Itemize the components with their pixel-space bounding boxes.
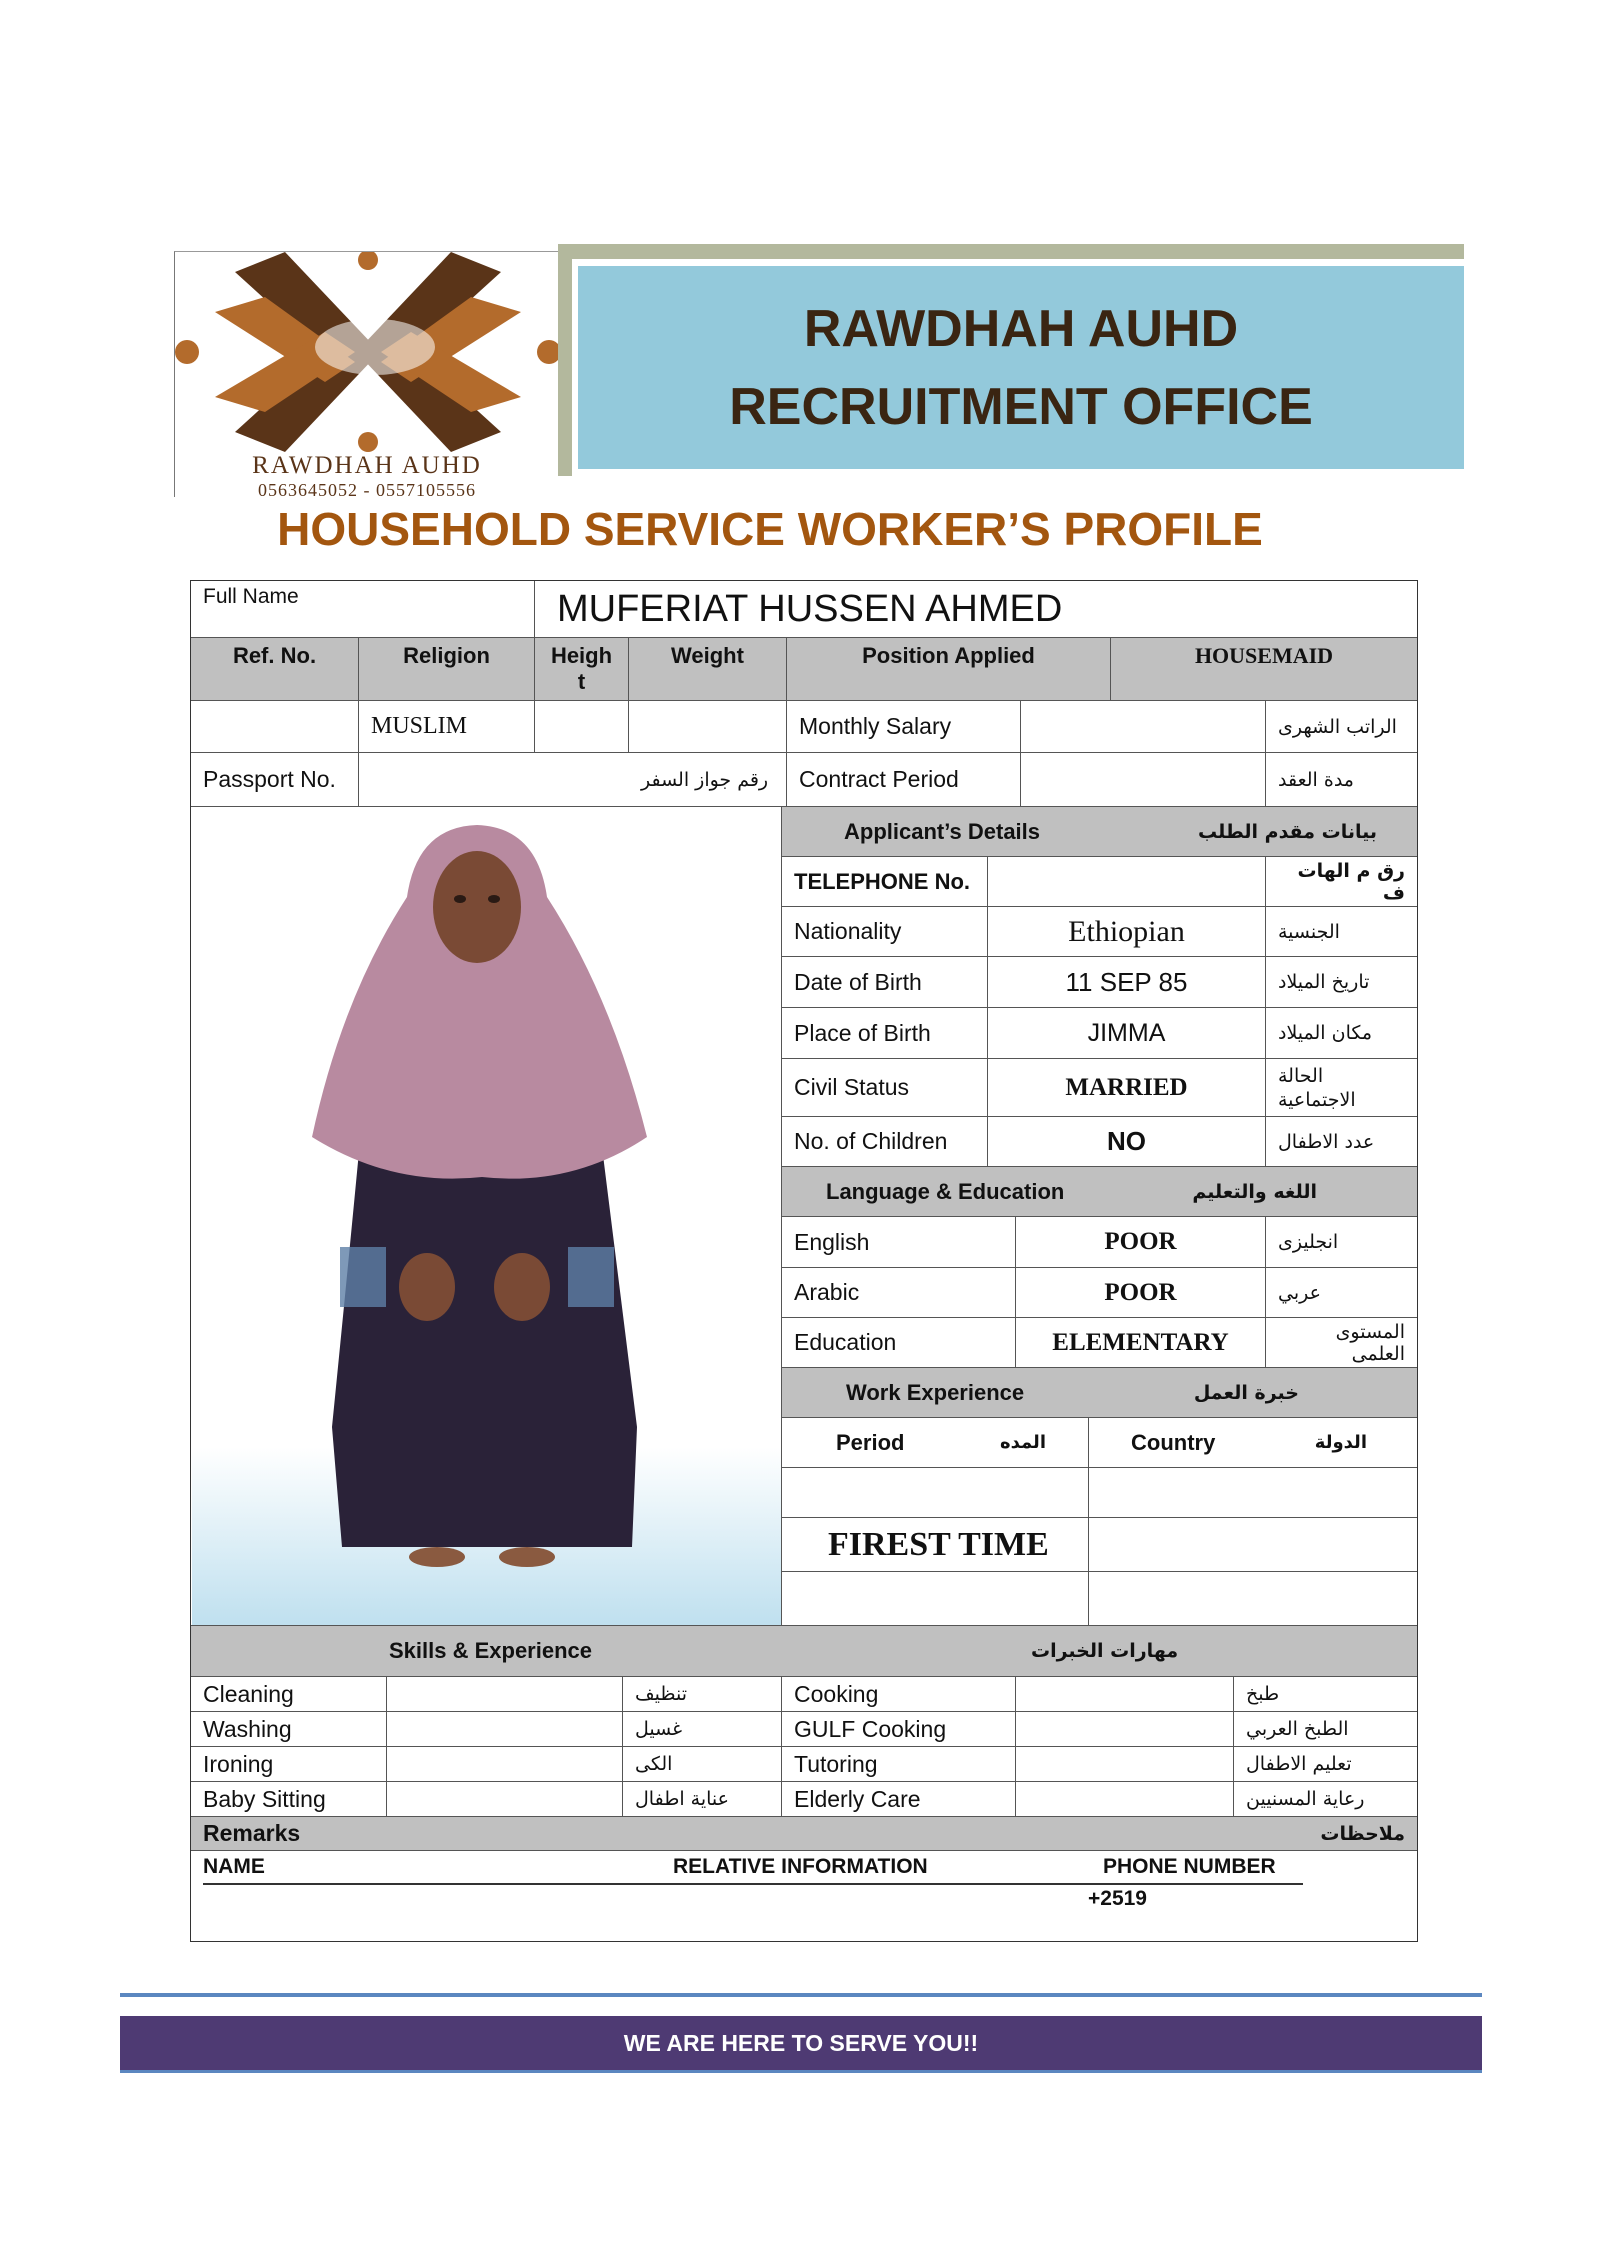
- ref-no-header: Ref. No.: [191, 638, 359, 701]
- skill-elderly-care-value: [1016, 1782, 1234, 1817]
- height-header-line-1: Heigh: [550, 643, 613, 668]
- civil-status-ar-line-2: الاجتماعية: [1278, 1088, 1356, 1111]
- education-ar: المستوى العلمى: [1266, 1318, 1417, 1368]
- skill-baby-sitting: Baby Sitting: [191, 1782, 387, 1817]
- english-label: English: [782, 1217, 1016, 1268]
- pob-value: JIMMA: [988, 1008, 1266, 1059]
- arabic-ar: عربي: [1266, 1268, 1417, 1318]
- relatives-name-col: NAME: [203, 1855, 265, 1878]
- work-period-row-3: [782, 1572, 1089, 1626]
- full-name-label: Full Name: [191, 581, 535, 638]
- civil-status-ar: [1266, 1059, 1417, 1117]
- education-value: ELEMENTARY: [1016, 1318, 1266, 1368]
- position-header: Position Applied: [787, 638, 1111, 701]
- pob-label: Place of Birth: [782, 1008, 988, 1059]
- skill-tutoring-value: [1016, 1747, 1234, 1782]
- work-entry: FIREST TIME: [782, 1518, 1089, 1572]
- weight-header: Weight: [629, 638, 787, 701]
- passport-value: [359, 753, 629, 807]
- country-en: Country: [1131, 1429, 1216, 1455]
- remarks-label-ar: ملاحظات: [1320, 1822, 1405, 1845]
- skills-header-ar: مهارات الخبرات: [1031, 1640, 1179, 1662]
- monthly-salary-value: [1021, 701, 1266, 753]
- civil-status-label: Civil Status: [782, 1059, 988, 1117]
- logo-name: RAWDHAH AUHD: [252, 452, 482, 479]
- skill-washing-ar: غسيل: [623, 1712, 782, 1747]
- monthly-salary-ar: الراتب الشهرى: [1266, 701, 1417, 753]
- skill-cooking-value: [1016, 1677, 1234, 1712]
- skill-cleaning-ar: تنظيف: [623, 1677, 782, 1712]
- language-header-en: Language & Education: [826, 1178, 1065, 1204]
- ref-no-value: [191, 701, 359, 753]
- country-ar: الدولة: [1314, 1432, 1367, 1453]
- skills-header-en: Skills & Experience: [389, 1638, 592, 1663]
- monthly-salary-label: Monthly Salary: [787, 701, 1021, 753]
- footer-divider: [120, 1993, 1482, 1997]
- relative-phone: +2519: [1088, 1887, 1147, 1910]
- banner-line-2: RECRUITMENT OFFICE: [729, 377, 1313, 436]
- work-country-row-3: [1089, 1572, 1417, 1626]
- work-experience-header: [782, 1368, 1417, 1418]
- relatives-info-col: RELATIVE INFORMATION: [673, 1855, 928, 1878]
- skill-elderly-care-ar: رعاية المسنيين: [1234, 1782, 1417, 1817]
- full-name-value: MUFERIAT HUSSEN AHMED: [535, 581, 1417, 638]
- period-en: Period: [836, 1429, 905, 1455]
- language-header: [782, 1167, 1417, 1217]
- skill-cooking-ar: طبخ: [1234, 1677, 1417, 1712]
- country-header: [1089, 1418, 1417, 1468]
- height-header-line-2: t: [577, 669, 586, 694]
- weight-value: [629, 701, 787, 753]
- skill-cleaning: Cleaning: [191, 1677, 387, 1712]
- skill-washing: Washing: [191, 1712, 387, 1747]
- height-value: [535, 701, 629, 753]
- skill-cooking: Cooking: [782, 1677, 1016, 1712]
- remarks-label: Remarks: [203, 1820, 301, 1846]
- page-title: HOUSEHOLD SERVICE WORKER’S PROFILE: [277, 503, 1263, 555]
- skill-ironing-ar: الكى: [623, 1747, 782, 1782]
- footer-slogan: WE ARE HERE TO SERVE YOU!!: [120, 2016, 1482, 2073]
- civil-status-ar-line-1: الحالة: [1278, 1064, 1324, 1087]
- applicant-details-ar: بيانات مقدم الطلب: [1198, 820, 1377, 843]
- arabic-value: POOR: [1016, 1268, 1266, 1318]
- period-ar: المده: [999, 1432, 1046, 1453]
- skill-ironing-value: [387, 1747, 623, 1782]
- skill-gulf-cooking-ar: الطبخ العربي: [1234, 1712, 1417, 1747]
- english-value: POOR: [1016, 1217, 1266, 1268]
- position-value: HOUSEMAID: [1111, 638, 1417, 701]
- education-label: Education: [782, 1318, 1016, 1368]
- religion-header: Religion: [359, 638, 535, 701]
- work-experience-ar: خبرة العمل: [1193, 1381, 1299, 1404]
- pob-ar: مكان الميلاد: [1266, 1008, 1417, 1059]
- applicant-details-header: [782, 807, 1417, 857]
- work-country-row-2: [1089, 1518, 1417, 1572]
- arabic-label: Arabic: [782, 1268, 1016, 1318]
- nationality-ar: الجنسية: [1266, 907, 1417, 957]
- children-value: NO: [988, 1117, 1266, 1167]
- dob-ar: تاريخ الميلاد: [1266, 957, 1417, 1008]
- logo-phones: 0563645052 - 0557105556: [258, 480, 476, 500]
- skill-tutoring-ar: تعليم الاطفال: [1234, 1747, 1417, 1782]
- children-ar: عدد الاطفال: [1266, 1117, 1417, 1167]
- applicant-photo: [192, 807, 781, 1625]
- applicant-details-en: Applicant’s Details: [844, 818, 1041, 844]
- height-header: [535, 638, 629, 701]
- telephone-label: TELEPHONE No.: [782, 857, 988, 907]
- contract-value: [1021, 753, 1266, 807]
- contract-label: Contract Period: [787, 753, 1021, 807]
- telephone-value: [988, 857, 1266, 907]
- civil-status-value: MARRIED: [988, 1059, 1266, 1117]
- skill-gulf-cooking-value: [1016, 1712, 1234, 1747]
- work-country-row-1: [1089, 1468, 1417, 1518]
- skill-cleaning-value: [387, 1677, 623, 1712]
- skill-ironing: Ironing: [191, 1747, 387, 1782]
- telephone-ar: رق م الهات ف: [1266, 857, 1417, 907]
- logo-emblem-icon: [175, 252, 561, 452]
- language-header-ar: اللغه والتعليم: [1192, 1180, 1317, 1203]
- skill-baby-sitting-value: [387, 1782, 623, 1817]
- work-period-row-1: [782, 1468, 1089, 1518]
- contract-ar: مدة العقد: [1266, 753, 1417, 807]
- relatives-phone-col: PHONE NUMBER: [1103, 1855, 1276, 1878]
- profile-form: [190, 580, 1418, 1942]
- english-ar: انجليزى: [1266, 1217, 1417, 1268]
- nationality-label: Nationality: [782, 907, 988, 957]
- relatives-header: [203, 1851, 1303, 1885]
- nationality-value: Ethiopian: [988, 907, 1266, 957]
- period-header: [782, 1418, 1089, 1468]
- skill-tutoring: Tutoring: [782, 1747, 1016, 1782]
- work-experience-en: Work Experience: [846, 1379, 1025, 1405]
- religion-value: MUSLIM: [359, 701, 535, 753]
- passport-label: Passport No.: [191, 753, 359, 807]
- skill-baby-sitting-ar: عناية اطفال: [623, 1782, 782, 1817]
- skill-washing-value: [387, 1712, 623, 1747]
- office-banner: [578, 266, 1464, 469]
- banner-line-1: RAWDHAH AUHD: [803, 299, 1239, 358]
- dob-value: 11 SEP 85: [988, 957, 1266, 1008]
- dob-label: Date of Birth: [782, 957, 988, 1008]
- skill-gulf-cooking: GULF Cooking: [782, 1712, 1016, 1747]
- children-label: No. of Children: [782, 1117, 988, 1167]
- skill-elderly-care: Elderly Care: [782, 1782, 1016, 1817]
- remarks-header: [191, 1817, 1417, 1851]
- passport-ar: رقم جواز السفر: [629, 753, 787, 807]
- company-logo: [174, 251, 561, 500]
- skills-header: [191, 1626, 1417, 1677]
